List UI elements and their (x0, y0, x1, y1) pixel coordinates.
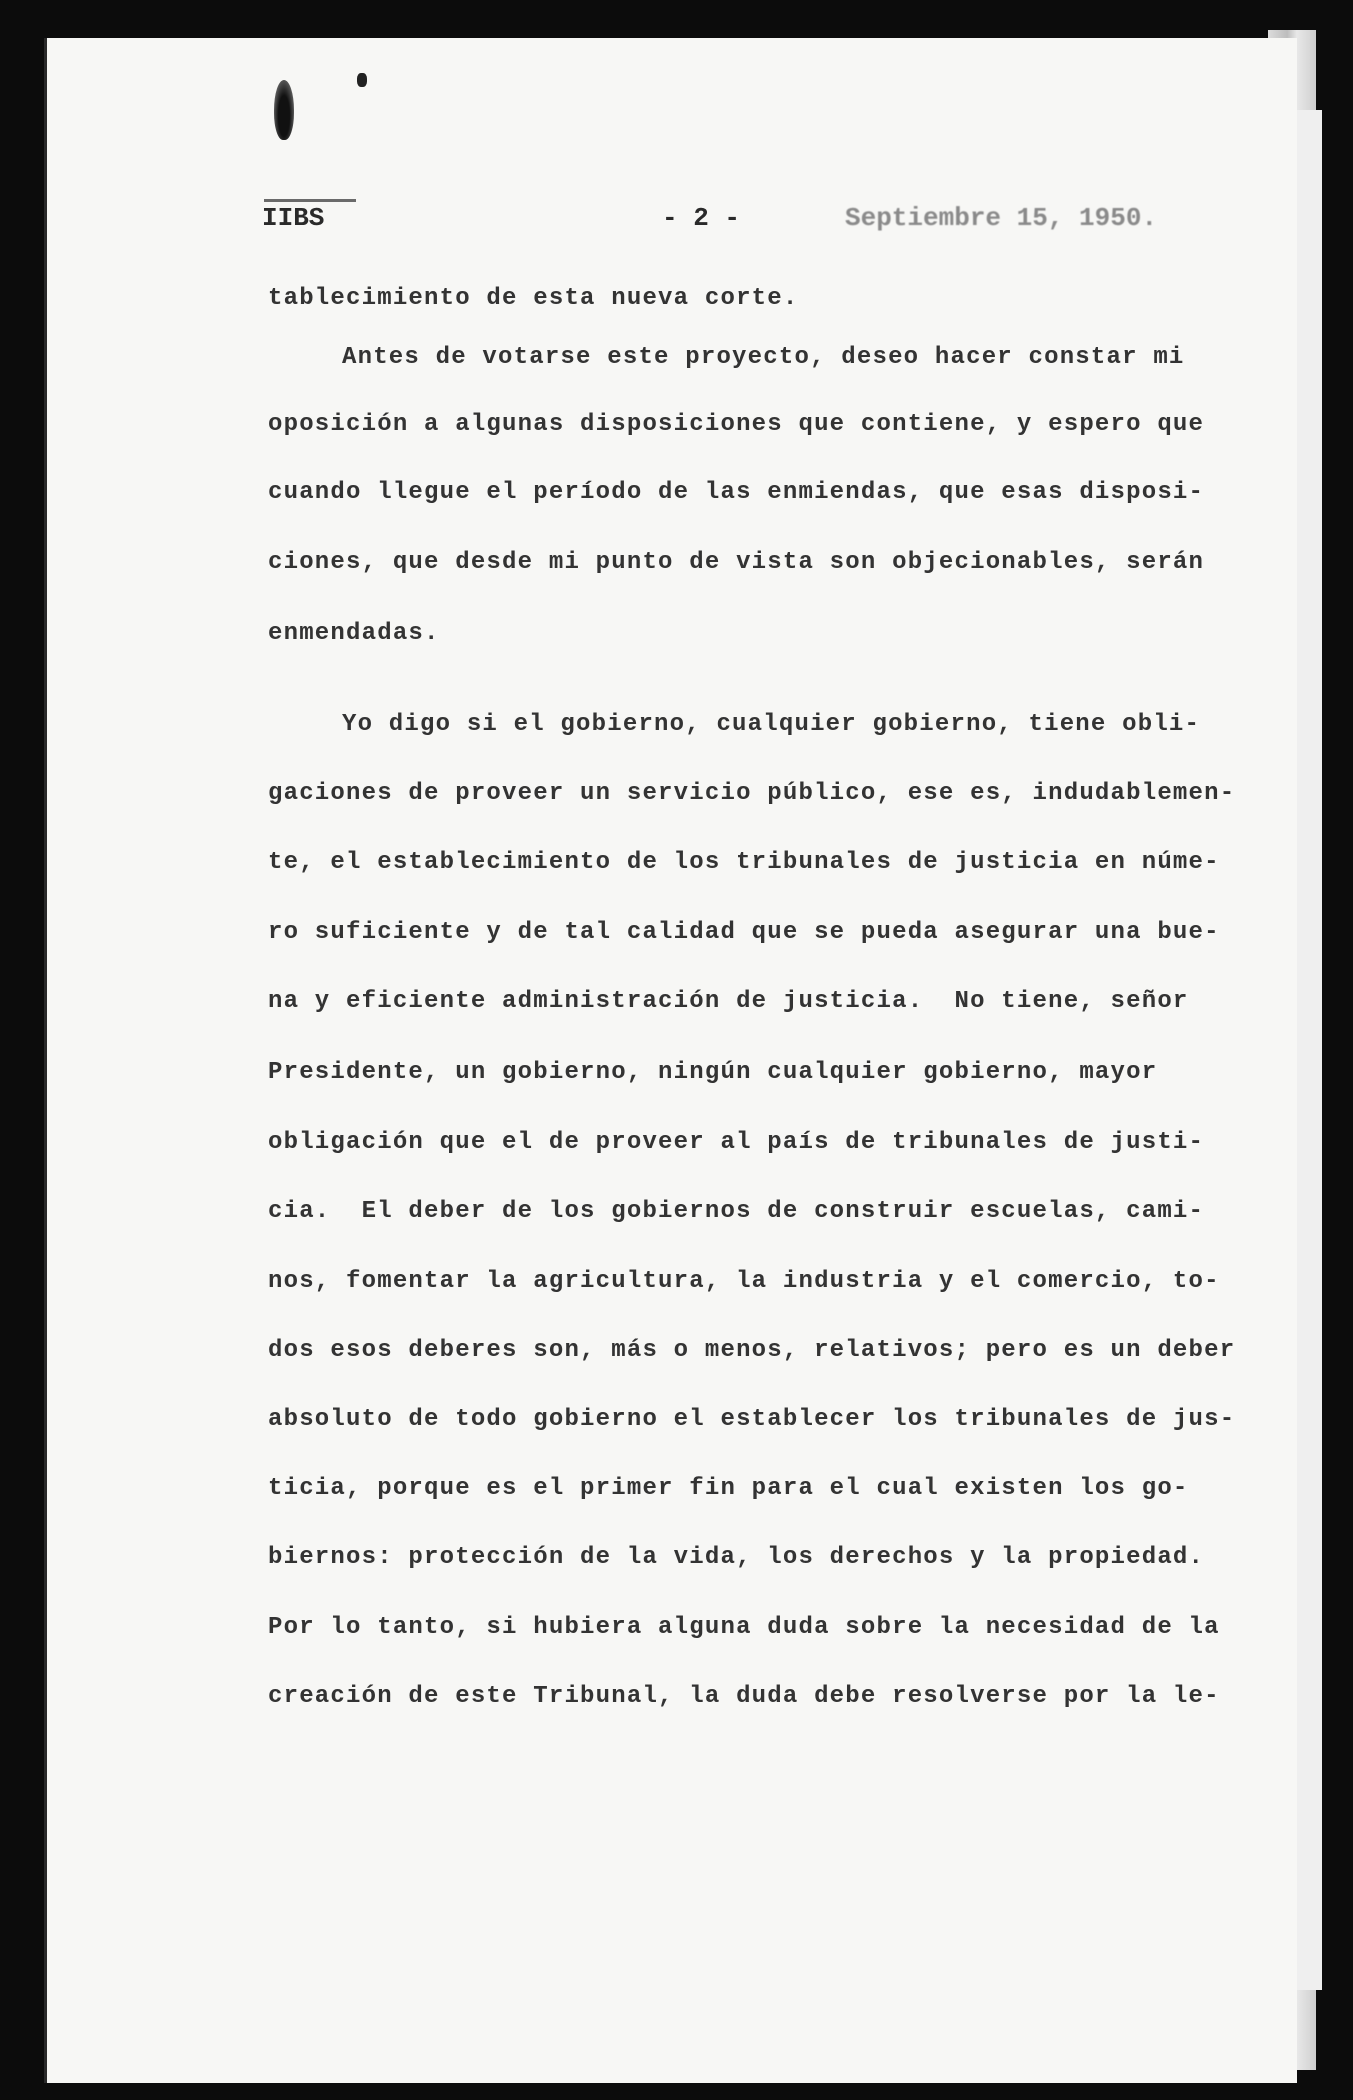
page-header (262, 203, 1182, 243)
text-line: absoluto de todo gobierno el establecer los tribunales de jus- (268, 1406, 1236, 1433)
text-line: biernos: protección de la vida, los derechos y la propiedad. (268, 1544, 1205, 1571)
text-line: enmendadas. (268, 620, 440, 647)
text-line: ro suficiente y de tal calidad que se pueda asegurar una bue- (268, 919, 1220, 946)
text-line: Presidente, un gobierno, ningún cualquier gobierno, mayor (268, 1059, 1158, 1086)
text-line: Por lo tanto, si hubiera alguna duda sobre la necesidad de la (268, 1614, 1220, 1641)
text-line: dos esos deberes son, más o menos, relativos; pero es un deber (268, 1337, 1236, 1364)
punch-hole-mark (357, 73, 367, 87)
text-line: na y eficiente administración de justicia. No tiene, señor (268, 988, 1189, 1015)
text-line: te, el establecimiento de los tribunales de justicia en núme- (268, 849, 1220, 876)
text-line: gaciones de proveer un servicio público, ese es, indudablemen- (268, 780, 1236, 807)
text-line: nos, fomentar la agricultura, la industria y el comercio, to- (268, 1268, 1220, 1295)
text-line: ticia, porque es el primer fin para el cual existen los go- (268, 1475, 1189, 1502)
text-line: ciones, que desde mi punto de vista son objecionables, serán (268, 549, 1205, 576)
text-line: creación de este Tribunal, la duda debe resolverse por la le- (268, 1683, 1220, 1710)
text-line: Antes de votarse este proyecto, deseo hacer constar mi (342, 344, 1185, 371)
text-line: tablecimiento de esta nueva corte. (268, 285, 799, 312)
text-line: Yo digo si el gobierno, cualquier gobierno, tiene obli- (342, 711, 1201, 738)
text-line: obligación que el de proveer al país de tribunales de justi- (268, 1129, 1205, 1156)
header-date: Septiembre 15, 1950. (845, 203, 1158, 233)
text-line: oposición a algunas disposiciones que contiene, y espero que (268, 411, 1205, 438)
header-reference: IIBS (262, 203, 325, 233)
punch-hole (274, 80, 294, 140)
text-line: cia. El deber de los gobiernos de construir escuelas, cami- (268, 1198, 1205, 1225)
text-line: cuando llegue el período de las enmiendas, que esas disposi- (268, 479, 1205, 506)
page-number: - 2 - (662, 203, 741, 233)
